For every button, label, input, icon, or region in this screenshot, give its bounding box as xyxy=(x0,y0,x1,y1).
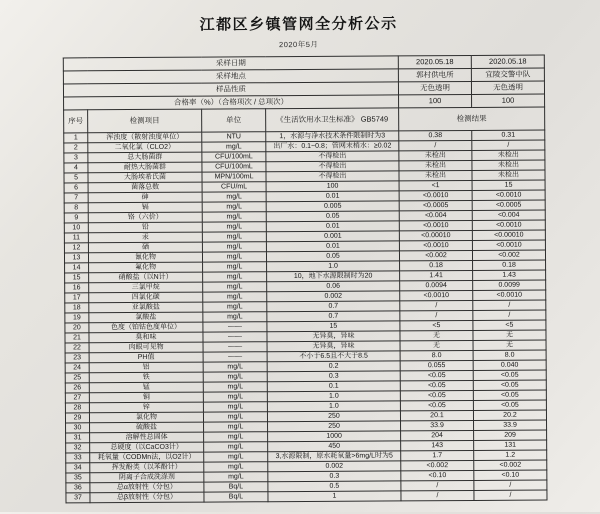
result-1-cell: 无 xyxy=(400,330,473,340)
sampling-location-label: 采样地点 xyxy=(63,69,398,84)
standard-cell: 不得检出 xyxy=(266,171,399,182)
item-name-cell: 肉眼可见物 xyxy=(89,342,203,353)
result-2-cell: 无 xyxy=(473,330,546,340)
result-1-cell: <1 xyxy=(399,180,472,190)
result-2-cell: <0.0010 xyxy=(472,190,545,200)
item-name-cell: 硒 xyxy=(88,242,202,253)
standard-cell: 不得检出 xyxy=(266,161,399,172)
page-title: 江都区乡镇管网全分析公示 xyxy=(199,15,398,34)
sampling-date-value-2: 2020.05.18 xyxy=(471,55,544,68)
unit-cell: MPN/100mL xyxy=(202,172,266,182)
result-1-cell: 0.055 xyxy=(400,360,473,370)
standard-cell: 1.0 xyxy=(267,391,400,402)
analysis-table xyxy=(63,55,548,504)
col-header-standard: 《生活饮用水卫生标准》 GB5749 xyxy=(266,108,399,132)
standard-cell: 0.06 xyxy=(267,281,400,292)
unit-cell: mg/L xyxy=(203,302,267,312)
result-2-cell: 未检出 xyxy=(472,160,545,170)
item-name-cell: 铜 xyxy=(89,392,203,403)
result-1-cell: 0.0094 xyxy=(400,280,473,290)
item-name-cell: 溶解性总固体 xyxy=(90,432,204,443)
standard-cell: 10，地下水源限制时为20 xyxy=(267,271,400,282)
unit-cell: mg/L xyxy=(202,202,266,212)
unit-cell: —— xyxy=(203,322,267,332)
sampling-location-value-1: 郭村供电所 xyxy=(398,68,471,81)
item-name-cell: 硝酸盐（以N计） xyxy=(89,272,203,283)
result-1-cell: <0.0010 xyxy=(399,190,472,200)
result-1-cell: <0.0010 xyxy=(399,240,472,250)
result-2-cell: <0.0010 xyxy=(472,220,545,230)
result-2-cell: <0.05 xyxy=(473,380,546,390)
unit-cell: mg/L xyxy=(204,442,268,452)
result-2-cell: 1.43 xyxy=(473,270,546,280)
result-1-cell: 0.18 xyxy=(400,260,473,270)
standard-cell: 1，水源与净水技术条件限制时为3 xyxy=(266,131,399,142)
row-index-cell: 12 xyxy=(64,243,88,253)
standard-cell: 0.5 xyxy=(268,481,401,492)
unit-cell: CFU/100mL xyxy=(202,152,266,162)
result-2-cell: / xyxy=(474,490,547,500)
row-index-cell: 28 xyxy=(65,403,89,413)
standard-cell: 0.1 xyxy=(267,381,400,392)
row-index-cell: 25 xyxy=(65,373,89,383)
item-name-cell: 氯化物 xyxy=(89,412,203,423)
result-1-cell: <0.10 xyxy=(401,470,474,480)
item-name-cell: 氰化物 xyxy=(88,252,202,263)
item-name-cell: 二氧化氯（CLO2） xyxy=(88,142,202,153)
standard-cell: 0.01 xyxy=(266,241,399,252)
result-2-cell: <0.05 xyxy=(473,400,546,410)
row-index-cell: 23 xyxy=(65,353,89,363)
unit-cell: CFU/100mL xyxy=(202,162,266,172)
row-index-cell: 34 xyxy=(66,463,90,473)
unit-cell: mg/L xyxy=(202,192,266,202)
row-index-cell: 9 xyxy=(64,213,88,223)
item-name-cell: 菌落总数 xyxy=(88,182,202,193)
result-2-cell: / xyxy=(474,480,547,490)
row-index-cell: 11 xyxy=(64,233,88,243)
unit-cell: mg/L xyxy=(202,232,266,242)
result-1-cell: 1.41 xyxy=(400,270,473,280)
unit-cell: mg/L xyxy=(202,142,266,152)
standard-cell: 不小于6.5且不大于8.5 xyxy=(267,351,400,362)
row-index-cell: 6 xyxy=(64,183,88,193)
result-1-cell: 未检出 xyxy=(399,160,472,170)
unit-cell: mg/L xyxy=(203,272,267,282)
col-header-item: 检测项目 xyxy=(88,109,202,133)
results-tbody xyxy=(64,130,547,503)
table-row xyxy=(66,490,547,503)
item-name-cell: 挥发酚类（以苯酚计） xyxy=(90,462,204,473)
page-subtitle: 2020年5月 xyxy=(278,39,319,50)
standard-cell: 1 xyxy=(268,491,401,502)
unit-cell: NTU xyxy=(202,132,266,142)
standard-cell: 0.001 xyxy=(266,231,399,242)
standard-cell: 450 xyxy=(268,441,401,452)
item-name-cell: 铬（六价） xyxy=(88,212,202,223)
standard-cell: 250 xyxy=(268,421,401,432)
result-1-cell: <0.0005 xyxy=(399,200,472,210)
result-2-cell: 未检出 xyxy=(472,150,545,160)
row-index-cell: 18 xyxy=(65,303,89,313)
item-name-cell: 铝 xyxy=(89,362,203,373)
row-index-cell: 37 xyxy=(66,493,90,503)
result-2-cell: / xyxy=(473,300,546,310)
result-2-cell: 无 xyxy=(473,340,546,350)
standard-cell: 出厂水：0.1~0.8；管网末梢水：≥0.02 xyxy=(266,141,399,152)
pass-rate-label: 合格率（%）（合格项次 / 总项次） xyxy=(64,95,399,110)
result-2-cell: <0.0010 xyxy=(473,290,546,300)
unit-cell: mg/L xyxy=(203,372,267,382)
result-2-cell: / xyxy=(473,310,546,320)
standard-cell: 0.01 xyxy=(266,221,399,232)
row-index-cell: 20 xyxy=(65,323,89,333)
item-name-cell: 汞 xyxy=(88,232,202,243)
result-2-cell: / xyxy=(472,140,545,150)
result-1-cell: <0.05 xyxy=(400,370,473,380)
unit-cell: mg/L xyxy=(202,212,266,222)
unit-cell: —— xyxy=(203,342,267,352)
result-1-cell: <0.05 xyxy=(400,390,473,400)
row-index-cell: 29 xyxy=(65,413,89,423)
unit-cell: CFU/mL xyxy=(202,182,266,192)
result-1-cell: 0.38 xyxy=(399,130,472,140)
unit-cell: mg/L xyxy=(203,392,267,402)
result-1-cell: <0.002 xyxy=(399,250,472,260)
standard-cell: 250 xyxy=(267,411,400,422)
result-2-cell: <5 xyxy=(473,320,546,330)
standard-cell: 15 xyxy=(267,321,400,332)
row-index-cell: 31 xyxy=(66,433,90,443)
sample-nature-label: 样品性质 xyxy=(63,82,398,97)
standard-cell: 0.7 xyxy=(267,311,400,322)
row-index-cell: 32 xyxy=(66,443,90,453)
item-name-cell: 砷 xyxy=(88,192,202,203)
item-name-cell: 阴离子合成洗涤剂 xyxy=(90,472,204,483)
row-index-cell: 16 xyxy=(65,283,89,293)
standard-cell: 0.2 xyxy=(267,361,400,372)
result-2-cell: 未检出 xyxy=(472,170,545,180)
item-name-cell: 总α放射性（分包） xyxy=(90,482,204,493)
result-2-cell: 0.040 xyxy=(473,360,546,370)
standard-cell: 不得检出 xyxy=(266,151,399,162)
result-2-cell: 209 xyxy=(474,430,547,440)
row-index-cell: 36 xyxy=(66,483,90,493)
result-1-cell: 33.9 xyxy=(401,420,474,430)
sample-nature-value-1: 无色透明 xyxy=(398,81,471,94)
item-name-cell: 大肠埃希氏菌 xyxy=(88,172,202,183)
result-1-cell: 1.7 xyxy=(401,450,474,460)
row-index-cell: 24 xyxy=(65,363,89,373)
result-1-cell: <0.05 xyxy=(400,380,473,390)
item-name-cell: 锌 xyxy=(89,402,203,413)
col-header-unit: 单位 xyxy=(202,109,266,132)
row-index-cell: 5 xyxy=(64,173,88,183)
result-2-cell: 131 xyxy=(474,440,547,450)
unit-cell: mg/L xyxy=(203,292,267,302)
row-index-cell: 4 xyxy=(64,163,88,173)
standard-cell: 0.01 xyxy=(266,191,399,202)
row-index-cell: 10 xyxy=(64,223,88,233)
result-1-cell: 143 xyxy=(401,440,474,450)
result-2-cell: <0.0010 xyxy=(472,240,545,250)
result-1-cell: / xyxy=(401,480,474,490)
item-name-cell: 铅 xyxy=(88,222,202,233)
result-1-cell: / xyxy=(401,490,474,500)
item-name-cell: 总硬度（以CaCO3计） xyxy=(90,442,204,453)
result-1-cell: 8.0 xyxy=(400,350,473,360)
unit-cell: mg/L xyxy=(204,452,268,462)
unit-cell: mg/L xyxy=(203,402,267,412)
standard-cell: 无异臭，异味 xyxy=(267,331,400,342)
item-name-cell: 硫酸盐 xyxy=(90,422,204,433)
item-name-cell: 耗氧量（CODMn法，以O2计） xyxy=(90,452,204,463)
row-index-cell: 3 xyxy=(64,153,88,163)
unit-cell: mg/L xyxy=(202,222,266,232)
row-index-cell: 30 xyxy=(66,423,90,433)
row-index-cell: 13 xyxy=(64,253,88,263)
result-2-cell: <0.004 xyxy=(472,210,545,220)
unit-cell: mg/L xyxy=(203,362,267,372)
standard-cell: 0.7 xyxy=(267,301,400,312)
result-2-cell: 0.31 xyxy=(472,130,545,140)
item-name-cell: 锰 xyxy=(89,382,203,393)
result-1-cell: / xyxy=(400,310,473,320)
standard-cell: 0.002 xyxy=(267,291,400,302)
result-2-cell: 0.18 xyxy=(473,260,546,270)
sampling-date-label: 采样日期 xyxy=(63,56,398,71)
result-1-cell: 20.1 xyxy=(400,410,473,420)
item-name-cell: 氟化物 xyxy=(89,262,203,273)
standard-cell: 0.3 xyxy=(268,471,401,482)
item-name-cell: 总大肠菌群 xyxy=(88,152,202,163)
unit-cell: Bq/L xyxy=(204,492,268,502)
unit-cell: mg/L xyxy=(203,282,267,292)
result-2-cell: <0.00010 xyxy=(472,230,545,240)
result-1-cell: <0.00010 xyxy=(399,230,472,240)
unit-cell: mg/L xyxy=(204,422,268,432)
result-2-cell: <0.002 xyxy=(474,460,547,470)
standard-cell: 0.002 xyxy=(268,461,401,472)
standard-cell: 1.0 xyxy=(267,261,400,272)
unit-cell: mg/L xyxy=(203,312,267,322)
result-2-cell: <0.05 xyxy=(473,390,546,400)
standard-cell: 3,水源限制，原水耗氧量>6mg/L时为5 xyxy=(268,451,401,462)
item-name-cell: 色度（铂钴色度单位） xyxy=(89,322,203,333)
unit-cell: —— xyxy=(203,332,267,342)
item-name-cell: 氯酸盐 xyxy=(89,312,203,323)
item-name-cell: PH值 xyxy=(89,352,203,363)
row-index-cell: 15 xyxy=(65,273,89,283)
item-name-cell: 总β放射性（分包） xyxy=(90,492,204,503)
unit-cell: mg/L xyxy=(203,382,267,392)
row-index-cell: 33 xyxy=(66,453,90,463)
row-index-cell: 26 xyxy=(65,383,89,393)
item-name-cell: 浑浊度（散射浊度单位） xyxy=(88,132,202,143)
item-name-cell: 镉 xyxy=(88,202,202,213)
standard-cell: 0.3 xyxy=(267,371,400,382)
unit-cell: mg/L xyxy=(203,412,267,422)
unit-cell: mg/L xyxy=(204,432,268,442)
row-index-cell: 27 xyxy=(65,393,89,403)
result-1-cell: 未检出 xyxy=(399,150,472,160)
standard-cell: 0.05 xyxy=(266,251,399,262)
result-2-cell: <0.10 xyxy=(474,470,547,480)
unit-cell: mg/L xyxy=(204,462,268,472)
result-2-cell: <0.002 xyxy=(472,250,545,260)
item-name-cell: 亚氯酸盐 xyxy=(89,302,203,313)
unit-cell: mg/L xyxy=(204,472,268,482)
sampling-date-value-1: 2020.05.18 xyxy=(398,55,471,68)
result-2-cell: <0.0005 xyxy=(472,200,545,210)
result-1-cell: 未检出 xyxy=(399,170,472,180)
result-1-cell: <0.002 xyxy=(401,460,474,470)
item-name-cell: 铁 xyxy=(89,372,203,383)
result-1-cell: 无 xyxy=(400,340,473,350)
col-header-index: 序号 xyxy=(64,110,88,133)
item-name-cell: 臭和味 xyxy=(89,332,203,343)
result-1-cell: / xyxy=(400,300,473,310)
result-1-cell: / xyxy=(399,140,472,150)
item-name-cell: 耐热大肠菌群 xyxy=(88,162,202,173)
row-index-cell: 8 xyxy=(64,203,88,213)
standard-cell: 100 xyxy=(266,181,399,192)
result-1-cell: <0.0010 xyxy=(399,220,472,230)
standard-cell: 1000 xyxy=(268,431,401,442)
sample-nature-value-2: 无色透明 xyxy=(471,81,544,94)
item-name-cell: 三氯甲烷 xyxy=(89,282,203,293)
sampling-location-value-2: 宜陵交警中队 xyxy=(471,68,544,81)
pass-rate-value-1: 100 xyxy=(399,94,472,107)
row-index-cell: 19 xyxy=(65,313,89,323)
standard-cell: 无异臭，异味 xyxy=(267,341,400,352)
row-index-cell: 35 xyxy=(66,473,90,483)
result-2-cell: 15 xyxy=(472,180,545,190)
unit-cell: Bq/L xyxy=(204,482,268,492)
standard-cell: 0.05 xyxy=(266,211,399,222)
unit-cell: mg/L xyxy=(202,252,266,262)
standard-cell: 1.0 xyxy=(267,401,400,412)
row-index-cell: 21 xyxy=(65,333,89,343)
unit-cell: mg/L xyxy=(203,262,267,272)
result-2-cell: 20.2 xyxy=(473,410,546,420)
item-name-cell: 四氯化碳 xyxy=(89,292,203,303)
row-index-cell: 22 xyxy=(65,343,89,353)
result-1-cell: <5 xyxy=(400,320,473,330)
result-1-cell: <0.05 xyxy=(400,400,473,410)
unit-cell: mg/L xyxy=(202,242,266,252)
result-2-cell: 33.9 xyxy=(474,420,547,430)
result-2-cell: 0.0099 xyxy=(473,280,546,290)
standard-cell: 0.005 xyxy=(266,201,399,212)
result-1-cell: <0.0010 xyxy=(400,290,473,300)
col-header-results: 检测结果 xyxy=(399,107,545,131)
result-2-cell: <0.05 xyxy=(473,370,546,380)
row-index-cell: 7 xyxy=(64,193,88,203)
pass-rate-value-2: 100 xyxy=(472,94,545,107)
result-1-cell: 204 xyxy=(401,430,474,440)
result-2-cell: 1.2 xyxy=(474,450,547,460)
row-index-cell: 2 xyxy=(64,143,88,153)
unit-cell: —— xyxy=(203,352,267,362)
row-index-cell: 1 xyxy=(64,133,88,143)
column-header-row xyxy=(64,107,545,133)
result-2-cell: 8.0 xyxy=(473,350,546,360)
result-1-cell: <0.004 xyxy=(399,210,472,220)
row-index-cell: 14 xyxy=(65,263,89,273)
row-index-cell: 17 xyxy=(65,293,89,303)
